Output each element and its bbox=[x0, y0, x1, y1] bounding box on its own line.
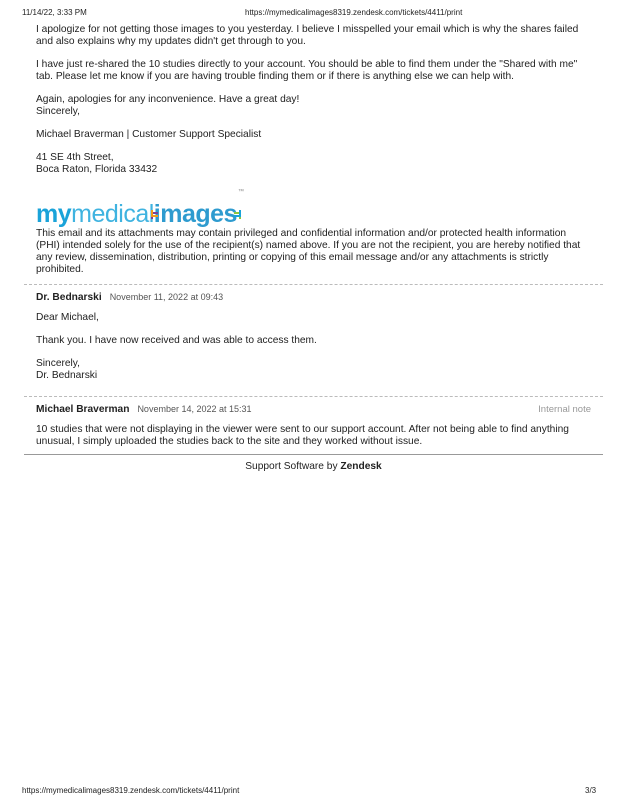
logo-text-medical: medical bbox=[71, 200, 154, 228]
print-footer-url: https://mymedicalimages8319.zendesk.com/tickets/4411/print bbox=[22, 786, 240, 795]
address-line: 41 SE 4th Street, bbox=[36, 152, 114, 163]
message-paragraph: Again, apologies for any inconvenience. Have a great day! bbox=[36, 94, 300, 105]
comment-author: Michael Braverman bbox=[36, 404, 130, 415]
comment-internal-note bbox=[36, 397, 591, 448]
address-line: Boca Raton, Florida 33432 bbox=[36, 164, 158, 175]
message-paragraph: I have just re-shared the 10 studies directly to your account. You should be able to find them under the "Shared with me" tab. Please let me know if you are having trouble finding them or if there is anything else we can help with. bbox=[36, 59, 578, 82]
comment-body: 10 studies that were not displaying in the viewer were sent to our support account. After not being able to find anything unusual, I simply uploaded the studies back to the site and they worked without issue. bbox=[36, 424, 569, 447]
logo-text-my: my bbox=[36, 200, 72, 228]
comment-header bbox=[36, 403, 591, 416]
comment-header bbox=[36, 291, 591, 304]
logo-bracket-icon bbox=[151, 210, 158, 217]
comment-signoff: Sincerely, bbox=[36, 358, 80, 369]
message-paragraph: I apologize for not getting those images to you yesterday. I believe I misspelled your email which is why the shares failed and also explains why my updates didn't get through to you. bbox=[36, 24, 579, 47]
page-number: 3/3 bbox=[585, 786, 597, 795]
comment-date: November 11, 2022 at 09:43 bbox=[109, 292, 224, 302]
print-datetime: 11/14/22, 3:33 PM bbox=[22, 8, 87, 17]
internal-note-label: Internal note bbox=[538, 404, 591, 415]
logo-bracket-icon bbox=[234, 210, 241, 217]
message-signature: Michael Braverman | Customer Support Specialist bbox=[36, 129, 262, 140]
comment-date: November 14, 2022 at 15:31 bbox=[137, 404, 252, 414]
powered-by: Support Software by Zendesk bbox=[245, 461, 382, 472]
comment-greeting: Dear Michael, bbox=[36, 312, 99, 323]
email-disclaimer: This email and its attachments may contain privileged and confidential information and/or protected health information (PHI) intended solely for the use of the recipient(s) named above. If you are not the recipient, you are hereby notified that any review, dissemination, distribution, printing or copying of this email message and/or any attachments is strictly prohibited. bbox=[36, 228, 581, 275]
comment-author: Dr. Bednarski bbox=[36, 292, 102, 303]
ticket-content bbox=[36, 24, 591, 473]
print-header-url: https://mymedicalimages8319.zendesk.com/tickets/4411/print bbox=[245, 8, 463, 17]
comment bbox=[36, 285, 591, 382]
footer-divider bbox=[24, 454, 603, 455]
zendesk-brand[interactable]: Zendesk bbox=[340, 461, 382, 472]
message-signoff: Sincerely, bbox=[36, 106, 80, 117]
mymedicalimages-logo bbox=[36, 182, 591, 228]
comment-body: Thank you. I have now received and was able to access them. bbox=[36, 335, 317, 346]
logo-trademark: ™ bbox=[237, 189, 244, 195]
logo-text-images: images bbox=[154, 208, 237, 220]
comment-signature: Dr. Bednarski bbox=[36, 370, 98, 381]
